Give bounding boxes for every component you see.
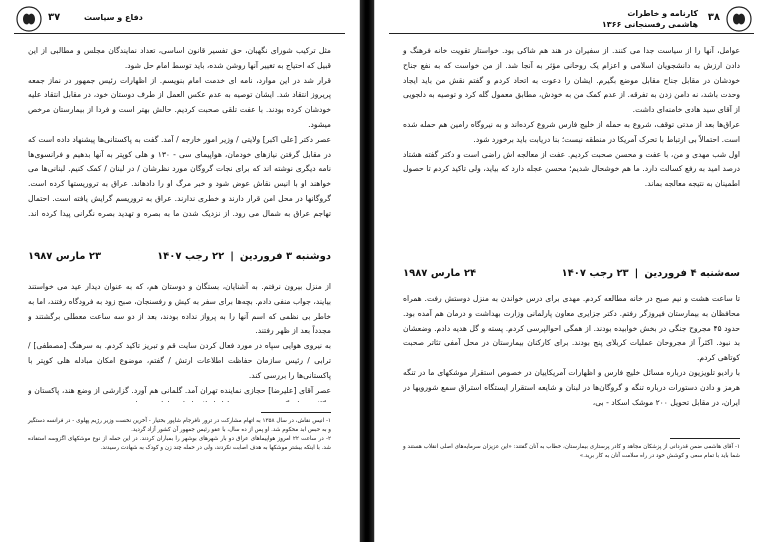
- book-spine: [360, 0, 374, 542]
- footnotes: [403, 443, 740, 461]
- paragraph: با رادیو تلویزیون درباره مسائل خلیج فارس و اظهارات آمریکاییان در خصوص استقرار موشکهای ما در تنگه هرمز و دادن دستورات درباره تنگه و گروگان‌ها در لبنان و شایعه استقرار ایستگاه استراق سمع شورویها در ایران، در مقابل تحویل ۲۰۰ موشک اسکاد - بی،: [403, 367, 740, 407]
- date-separator: |: [634, 267, 639, 279]
- date-gregorian: ۲۳ مارس ۱۹۸۷: [28, 250, 102, 262]
- page-number: ٣٨: [707, 12, 720, 23]
- left-page-header: [14, 8, 345, 34]
- right-page-header: [389, 8, 754, 34]
- date-solar: سه‌شنبه ۴ فروردین: [644, 267, 740, 279]
- date-solar: دوشنبه ۳ فروردین: [239, 250, 331, 262]
- date-heading: [28, 248, 331, 264]
- date-lunar: ۲۲ رجب ۱۴۰۷: [157, 250, 225, 262]
- ornament-icon: [14, 4, 44, 34]
- paragraph: مثل ترکیب شورای نگهبان، حق تفسیر قانون اساسی، تعداد نمایندگان مجلس و مطالبی از این قبیل که احتیاج به تغییر آنها روشن شده، باید توسط امام حل شود.: [28, 46, 331, 70]
- running-title-line: هاشمی رفسنجانی ۱۳۶۶: [601, 20, 698, 29]
- paragraph: عصر آقای [علیرضا] حجازی نماینده تهران آمد. گلمانی هم آورد. گزارشی از وضع هند، پاکستان و: [28, 385, 331, 395]
- footnote-rule: [670, 438, 740, 439]
- body-text-top: [28, 44, 331, 222]
- date-separator: |: [230, 250, 234, 262]
- date-lunar: ۲۳ رجب ۱۴۰۷: [561, 267, 629, 279]
- body-text-bottom: [403, 292, 740, 422]
- paragraph: عوامل، آنها را از سیاست جدا می کنند. از سفیران در هند هم شاکی بود. خواستار تقویت خانه فرهنگ و دادن ارزش به دانشجویان اسلامی و اعزام یک روحانی مؤثر به آنجا شد. از من خواست که به نفع جناح خودشان در مقابل جناح مقابل موضع بگیرم. ایشان را دعوت به اتحاد کردم و گفتم نقش من باید ایجاد وحدت باشد، نه دامن زدن به تفرقه. از عدم کمک من به خودش، مطابق معمول گله کرد و توصیه به دلجویی از آقای سید هادی خامنه‌ای داشت.: [403, 46, 740, 115]
- paragraph: عصر دکتر [علی اکبر] ولایتی / وزیر امور خارجه / آمد. گفت به پاکستانی‌ها پیشنهاد داده است که در مقابل گرفتن نیازهای خودمان، هواپیمای سی - ۱۳۰ و هلی کوپتر به آنها بدهیم و فرانسوی‌ها نامه دیگری نوشته اند که برای نجات گروگان مورد نظرشان / در لبنان / کمک کنیم. لبنانی‌ها می خواهند او با انیس نقاش عوض شود و خبر مرگ او را دادهاند. عراق به تروریستها کرده است. گروگانها در محل امن قرار دارند و خطری ندارند. عراق به تروریسم گرایش یافته است. احتمال تهاجم عراق به شمال می رود. از نزدیک شدن ما به بصره و تهدید بصره نگرانی پیدا کرده اند.: [28, 134, 331, 218]
- paragraph: به نیروی هوایی سپاه در مورد فعال کردن سایت قم و تبریز تاکید کردم. به سرهنگ [مصطفی] / ترابی / رئیس سازمان حفاظت اطلاعات ارتش / گفتم، موضوع امکان مبادله هلی کوپتر با پاکستانی‌ها را بررسی کند.: [28, 341, 331, 380]
- footnote: ۱- آقای هاشمی ضمن قدردانی از پزشکان مجاهد و کادر پرستاری بیمارستان، خطاب به آنان گفتند: «این عزیزان سرمایه‌های اصلی انقلاب هستند و شما باید با تمام سعی و کوشش خود در راه سلامت آنان به کار برید.»: [403, 444, 740, 459]
- footnotes: [28, 417, 331, 453]
- paragraph: اول شب مهدی و من، با عفت و محسن صحبت کردیم. عفت از معالجه اش راضی است و دکتر گفته هشتاد درصد امید به رفع کسالت دارد. ما هم خوشحال شدیم؛ محسن عجله دارد که بیاید، ولی تاکید کردم تا حصول اطمینان به نتیجه معالجه بماند.: [403, 149, 740, 189]
- body-text-bottom: [28, 280, 331, 402]
- footnote: ۱- انیس نقاش، در سال ۱۳۵۸ به اتهام مشارکت در ترور نافرجام شاپور بختیار - آخرین نخست وزیر رژیم پهلوی - در فرانسه دستگیر و به حبس ابد محکوم شد. او پس از ده سال، با عفو رئیس جمهور آن کشور آزاد گردید.: [28, 418, 331, 433]
- ornament-icon: [724, 4, 754, 34]
- date-gregorian: ۲۴ مارس ۱۹۸۷: [403, 267, 477, 279]
- running-title: دفاع و سیاست: [84, 13, 143, 22]
- body-text-top: [403, 44, 740, 192]
- footnote: ۲- در ساعت ۲۲ امروز هواپیماهای عراق دو بار شهرهای بوشهر را بمباران کردند. در این حمله از نوع موشکهای اگزوسه استفاده شد. با اینکه بیشتر موشکها به هدف اصابت نکردند، ولی در حمله چند زن و کودک به شهادت رسیدند.: [28, 436, 331, 451]
- running-title-line: کارنامه و خاطرات: [627, 9, 698, 18]
- page-number: ٣٧: [48, 12, 61, 23]
- paragraph: عراق‌ها بعد از مدتی توقف، شروع به حمله از خلیج فارس شروع کرده‌اند و به نیروگاه رامین هم حمله شده است. احتمالاً بی ارتباط با تحرک آمریکا در منطقه نیست؛ بنا دریابت باید برخورد شود.: [403, 119, 740, 144]
- right-page: [374, 0, 768, 542]
- paragraph: تا ساعت هشت و نیم صبح در خانه مطالعه کردم. مهدی برای درس خواندن به منزل دوستش رفت. همراه محافظان به بیمارستان فیروزگر رفتم. دکتر جزایری معاون پارلمانی وزارت بهداشت و درمان هم آمده بود. حدود ۴۵ مجروح جنگی در بخش خوابیده بودند. از همگی احوالپرسی کردم. پسته و گل هدیه دادم. وضعشان بد نبود. اکثراً از مجروحان عملیات کربلای پنج بودند. برای کارکنان بیمارستان در محل آمفی تئاتر صحبت کوتاهی کردم.: [403, 294, 740, 363]
- paragraph: از منزل بیرون نرفتم. به آشنایان، بستگان و دوستان هم، که به عنوان دیدار عید می خواستند بیایند، جواب منفی دادم. بچه‌ها برای سفر به کیش و رفسنجان، صبح زود به فرودگاه رفتند، اما به خاطر بی نظمی که اسم آنها را به پرواز نداده بودند، بعد از دو سه ساعت معطلی برگشتند و مجدداً بعد از ظهر رفتند.: [28, 282, 331, 336]
- footnote-rule: [261, 412, 331, 413]
- header-rule: [14, 33, 345, 34]
- header-rule: [389, 33, 754, 34]
- running-title: [602, 8, 698, 30]
- left-page: [0, 0, 360, 542]
- paragraph: قرار شد در این موارد، نامه ای خدمت امام بنویسم. از اظهارات رئیس جمهور در نماز جمعه پریروز انتقاد شد. ایشان توصیه به عدم عکس العمل از طرف دوستان خود، در مقابل انتقاد علیه خودشان کرده بودند. با عفت تلقی صحبت کردیم. حالش بهتر است و فردا از بیمارستان مرخص میشود.: [28, 75, 331, 129]
- date-heading: [403, 265, 740, 281]
